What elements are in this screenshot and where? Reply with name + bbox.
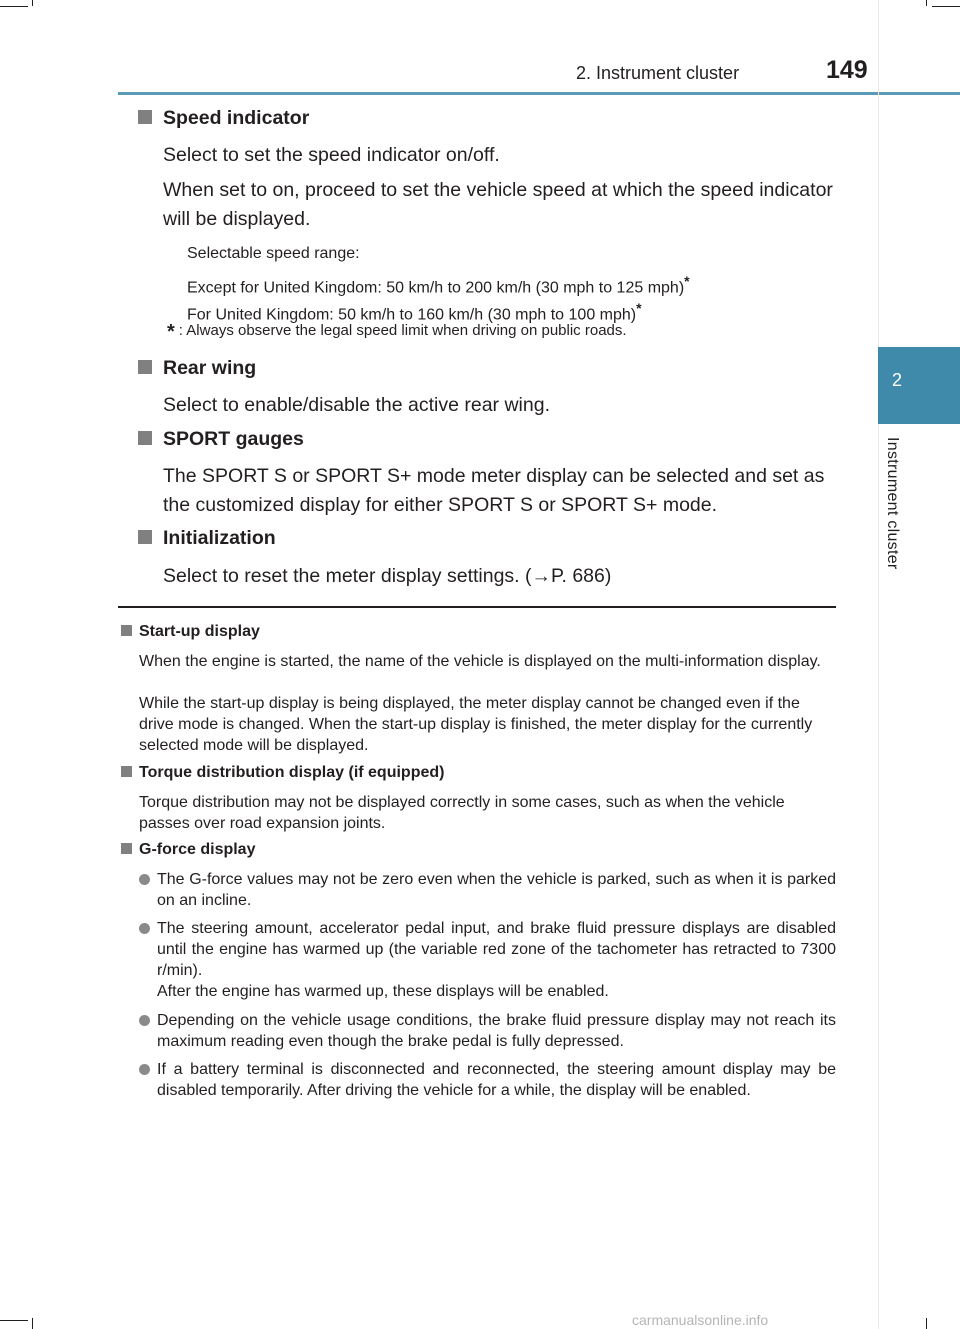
crop-mark [926, 1318, 927, 1329]
speed-range-label: Selectable speed range: [187, 245, 360, 262]
gforce-bullet: Depending on the vehicle usage conditions, the brake fluid pressure display may not reach its maximum reading even though the brake pedal is fully depressed. [139, 1010, 836, 1052]
gforce-bullet: The G-force values may not be zero even when the vehicle is parked, such as when it is parked on an incline. [139, 869, 836, 911]
sport-gauges-heading: SPORT gauges [138, 428, 304, 451]
crop-mark [32, 0, 33, 6]
torque-display-heading: Torque distribution display (if equipped) [121, 764, 444, 782]
watermark: carmanualsonline.info [632, 1312, 769, 1328]
speed-range-uk: For United Kingdom: 50 km/h to 160 km/h (30 mph to 100 mph)* [187, 300, 642, 324]
side-divider [878, 0, 879, 1329]
crop-mark [932, 6, 960, 7]
square-bullet-icon [121, 843, 132, 854]
round-bullet-icon [139, 1064, 150, 1075]
startup-display-heading: Start-up display [121, 623, 260, 641]
sport-gauges-text: The SPORT S or SPORT S+ mode meter display can be selected and set as the customized display for either SPORT S or SPORT S+ mode. [163, 465, 825, 516]
square-bullet-icon [138, 110, 152, 124]
square-bullet-icon [138, 431, 152, 445]
square-bullet-icon [138, 530, 152, 544]
speed-footnote: * : Always observe the legal speed limit when driving on public roads. [167, 321, 627, 343]
torque-display-text: Torque distribution may not be displayed correctly in some cases, such as when the vehicle passes over road expansion joints. [139, 794, 785, 832]
gforce-bullet: The steering amount, accelerator pedal input, and brake fluid pressure displays are disabled until the engine has warmed up (the variable red zone of the tachometer has retracted to 7300 r/min). [139, 918, 836, 981]
crop-mark [0, 6, 28, 7]
initialization-text: Select to reset the meter display settings. (→P. 686) [163, 565, 612, 587]
header-section-title: 2. Instrument cluster [576, 63, 740, 83]
rear-wing-text: Select to enable/disable the active rear wing. [163, 394, 550, 416]
chapter-tab-number: 2 [892, 370, 903, 390]
speed-indicator-heading: Speed indicator [138, 107, 309, 130]
speed-range-except-uk: Except for United Kingdom: 50 km/h to 200 km/h (30 mph to 125 mph)* [187, 273, 690, 297]
round-bullet-icon [139, 923, 150, 934]
chapter-tab-label: Instrument cluster [884, 437, 901, 570]
startup-display-text: When the engine is started, the name of the vehicle is displayed on the multi-information display. [139, 653, 821, 670]
speed-indicator-text: Select to set the speed indicator on/off. [163, 144, 500, 166]
crop-mark [0, 1320, 28, 1321]
round-bullet-icon [139, 1015, 150, 1026]
gforce-display-heading: G-force display [121, 841, 255, 859]
page-number: 149 [826, 56, 868, 84]
gforce-bullet: If a battery terminal is disconnected and reconnected, the steering amount display may be disabled temporarily. After driving the vehicle for a while, the display will be enabled. [139, 1059, 836, 1101]
initialization-heading: Initialization [138, 527, 276, 550]
crop-mark [32, 1318, 33, 1329]
section-divider [118, 606, 836, 608]
startup-display-text: While the start-up display is being displayed, the meter display cannot be changed even if the drive mode is changed. When the start-up display is finished, the meter display for the currently selected mode will be displayed. [139, 695, 813, 754]
chapter-tab[interactable] [878, 347, 960, 424]
speed-indicator-text: When set to on, proceed to set the vehicle speed at which the speed indicator will be displayed. [163, 179, 833, 230]
crop-mark [926, 0, 927, 6]
square-bullet-icon [121, 625, 132, 636]
gforce-bullet-continuation: After the engine has warmed up, these displays will be enabled. [157, 983, 609, 1000]
square-bullet-icon [138, 360, 152, 374]
header-rule [118, 92, 960, 95]
round-bullet-icon [139, 874, 150, 885]
square-bullet-icon [121, 766, 132, 777]
rear-wing-heading: Rear wing [138, 357, 256, 380]
